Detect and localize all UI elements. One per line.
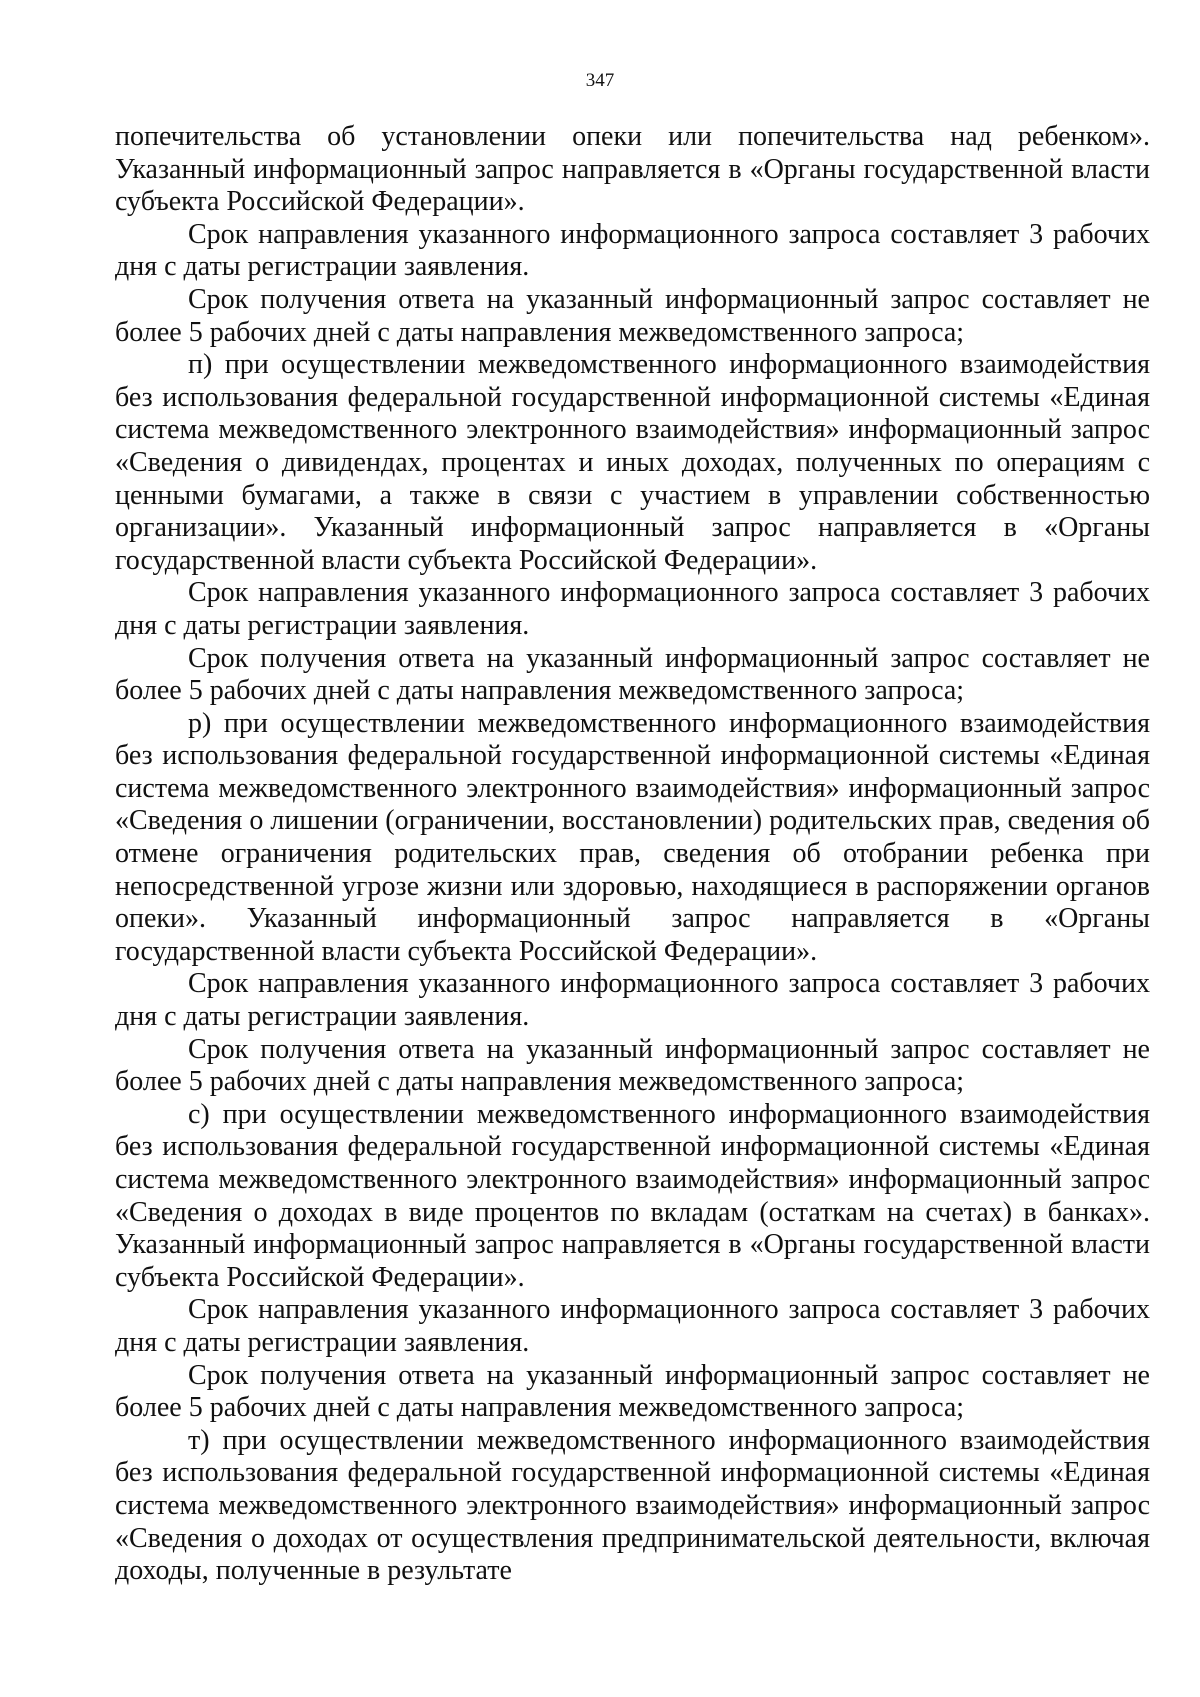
paragraph: Срок направления указанного информационного запроса составляет 3 рабочих дня с даты регистрации заявления. (115, 968, 1150, 1033)
paragraph-item-t: т) при осуществлении межведомственного информационного взаимодействия без использования федеральной государственной информационной системы «Единая система межведомственного электронного взаимодействия» информационный запрос «Сведения о доходах от осуществления предпринимательской деятельности, включая доходы, полученные в результате (115, 1424, 1150, 1587)
paragraph-continuation: попечительства об установлении опеки или попечительства над ребенком». Указанный информационный запрос направляется в «Органы государственной власти субъекта Российской Федерации». (115, 121, 1150, 218)
document-body (115, 121, 1150, 1588)
paragraph-item-r: р) при осуществлении межведомственного информационного взаимодействия без использования федеральной государственной информационной системы «Единая система межведомственного электронного взаимодействия» информационный запрос «Сведения о лишении (ограничении, восстановлении) родительских прав, сведения об отмене ограничения родительских прав, сведения об отобрании ребенка при непосредственной угрозе жизни или здоровью, находящиеся в распоряжении органов опеки». Указанный информационный запрос направляется в «Органы государственной власти субъекта Российской Федерации». (115, 707, 1150, 967)
paragraph: Срок получения ответа на указанный информационный запрос составляет не более 5 рабочих дней с даты направления межведомственного запроса; (115, 1359, 1150, 1424)
paragraph: Срок направления указанного информационного запроса составляет 3 рабочих дня с даты регистрации заявления. (115, 577, 1150, 641)
paragraph-item-s: с) при осуществлении межведомственного информационного взаимодействия без использования федеральной государственной информационной системы «Единая система межведомственного электронного взаимодействия» информационный запрос «Сведения о доходах в виде процентов по вкладам (остаткам на счетах) в банках». Указанный информационный запрос направляется в «Органы государственной власти субъекта Российской Федерации». (115, 1098, 1150, 1293)
paragraph: Срок направления указанного информационного запроса составляет 3 рабочих дня с даты регистрации заявления. (115, 218, 1150, 283)
paragraph-item-p: п) при осуществлении межведомственного информационного взаимодействия без использования федеральной государственной информационной системы «Единая система межведомственного электронного взаимодействия» информационный запрос «Сведения о дивидендах, процентах и иных доходах, полученных по операциям с ценными бумагами, а также в связи с участием в управлении собственностью организации». Указанный информационный запрос направляется в «Органы государственной власти субъекта Российской Федерации». (115, 349, 1150, 576)
page-number: 347 (585, 70, 615, 91)
paragraph: Срок получения ответа на указанный информационный запрос составляет не более 5 рабочих дней с даты направления межведомственного запроса; (115, 1033, 1150, 1098)
paragraph: Срок получения ответа на указанный информационный запрос составляет не более 5 рабочих дней с даты направления межведомственного запроса; (115, 283, 1150, 348)
paragraph: Срок направления указанного информационного запроса составляет 3 рабочих дня с даты регистрации заявления. (115, 1294, 1150, 1358)
paragraph: Срок получения ответа на указанный информационный запрос составляет не более 5 рабочих дней с даты направления межведомственного запроса; (115, 642, 1150, 707)
